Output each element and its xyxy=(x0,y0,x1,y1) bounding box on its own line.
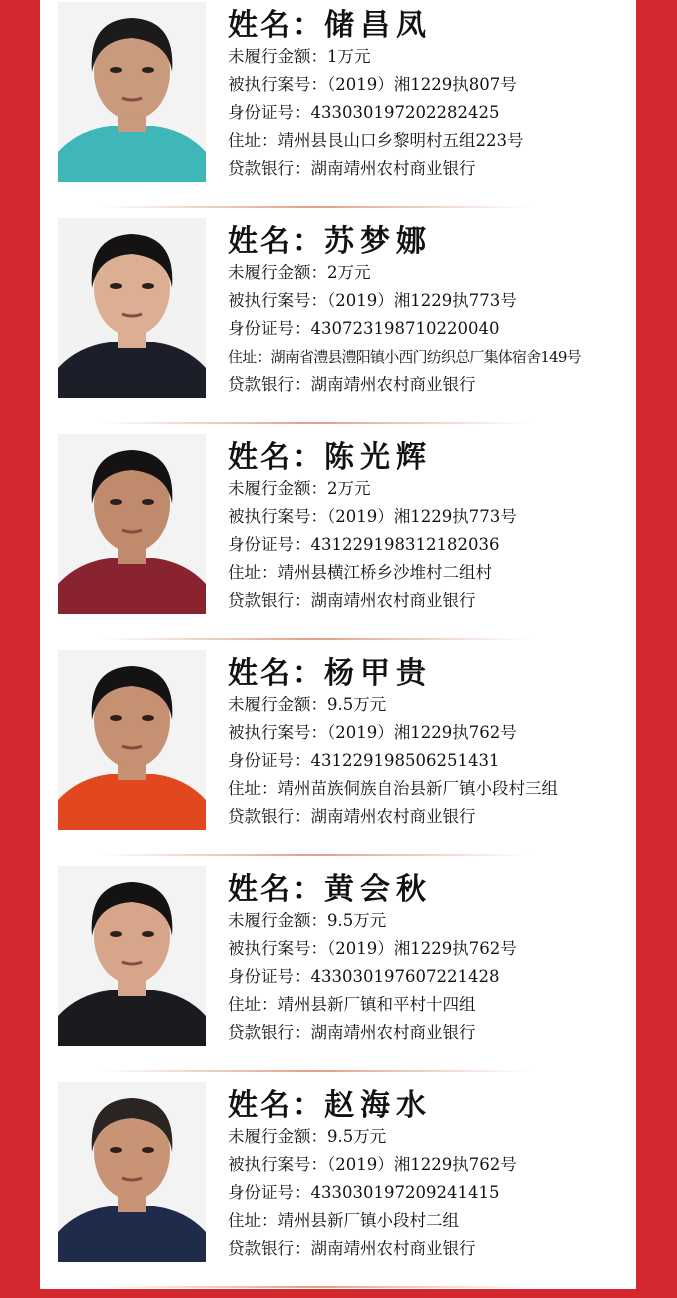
bank-value: 湖南靖州农村商业银行 xyxy=(310,375,476,394)
case-label: 被执行案号： xyxy=(228,291,327,310)
portrait-illustration xyxy=(58,650,206,830)
address-row xyxy=(228,130,524,152)
person-name xyxy=(228,870,432,910)
amount-row xyxy=(228,910,386,932)
address-value: 靖州县艮山口乡黎明村五组223号 xyxy=(277,131,524,150)
amount-value: 2万元 xyxy=(327,263,371,282)
portrait-illustration xyxy=(58,866,206,1046)
amount-row xyxy=(228,478,371,500)
case-label: 被执行案号： xyxy=(228,939,327,958)
address-value: 靖州县新厂镇小段村二组 xyxy=(277,1211,459,1230)
address-value: 靖州县新厂镇和平村十四组 xyxy=(277,995,476,1014)
bank-label: 贷款银行： xyxy=(228,1239,311,1258)
notice-page xyxy=(40,0,636,1289)
person-photo xyxy=(58,866,206,1046)
section-divider xyxy=(100,1070,530,1072)
amount-label: 未履行金额： xyxy=(228,1127,327,1146)
name-value: 陈光辉 xyxy=(324,440,432,475)
person-photo xyxy=(58,434,206,614)
id-value: 433030197202282425 xyxy=(310,103,500,122)
bank-row xyxy=(228,1022,476,1044)
id-value: 431229198506251431 xyxy=(310,751,500,770)
name-label: 姓名： xyxy=(228,224,324,259)
case-value: （2019）湘1229执773号 xyxy=(327,507,517,526)
id-label: 身份证号： xyxy=(228,967,311,986)
name-value: 黄会秋 xyxy=(324,872,432,907)
id-row xyxy=(228,750,499,772)
name-value: 储昌凤 xyxy=(324,8,432,43)
amount-label: 未履行金额： xyxy=(228,263,327,282)
address-row xyxy=(228,994,476,1016)
case-value: （2019）湘1229执762号 xyxy=(327,1155,517,1174)
bank-label: 贷款银行： xyxy=(228,375,311,394)
section-divider xyxy=(100,206,530,208)
bank-value: 湖南靖州农村商业银行 xyxy=(310,159,476,178)
person-entry xyxy=(40,218,636,434)
section-divider xyxy=(100,422,530,424)
case-row xyxy=(228,74,517,96)
section-divider xyxy=(100,1286,530,1288)
amount-row xyxy=(228,46,371,68)
address-row xyxy=(228,346,581,368)
amount-value: 9.5万元 xyxy=(327,1127,387,1146)
person-entry xyxy=(40,434,636,650)
id-value: 430723198710220040 xyxy=(310,319,500,338)
address-row xyxy=(228,1210,459,1232)
amount-value: 1万元 xyxy=(327,47,371,66)
name-label: 姓名： xyxy=(228,1088,324,1123)
id-label: 身份证号： xyxy=(228,751,311,770)
bank-row xyxy=(228,374,476,396)
case-row xyxy=(228,1154,517,1176)
amount-value: 2万元 xyxy=(327,479,371,498)
address-value: 靖州苗族侗族自治县新厂镇小段村三组 xyxy=(277,779,558,798)
person-name xyxy=(228,1086,432,1126)
address-row xyxy=(228,562,492,584)
bank-value: 湖南靖州农村商业银行 xyxy=(310,1239,476,1258)
case-row xyxy=(228,722,517,744)
portrait-illustration xyxy=(58,1082,206,1262)
person-name xyxy=(228,222,432,262)
address-value: 靖州县横江桥乡沙堆村二组村 xyxy=(277,563,492,582)
id-value: 433030197209241415 xyxy=(310,1183,500,1202)
address-label: 住址： xyxy=(228,995,278,1014)
portrait-illustration xyxy=(58,2,206,182)
person-photo xyxy=(58,218,206,398)
id-row xyxy=(228,966,499,988)
amount-label: 未履行金额： xyxy=(228,911,327,930)
person-photo xyxy=(58,2,206,182)
amount-label: 未履行金额： xyxy=(228,479,327,498)
bank-row xyxy=(228,590,476,612)
person-name xyxy=(228,6,432,46)
id-value: 431229198312182036 xyxy=(310,535,500,554)
section-divider xyxy=(100,638,530,640)
name-label: 姓名： xyxy=(228,8,324,43)
address-label: 住址： xyxy=(228,348,271,366)
case-row xyxy=(228,290,517,312)
portrait-illustration xyxy=(58,434,206,614)
person-photo xyxy=(58,650,206,830)
id-label: 身份证号： xyxy=(228,319,311,338)
name-value: 杨甲贵 xyxy=(324,656,432,691)
case-value: （2019）湘1229执773号 xyxy=(327,291,517,310)
bank-row xyxy=(228,158,476,180)
person-entry xyxy=(40,650,636,866)
person-photo xyxy=(58,1082,206,1262)
name-label: 姓名： xyxy=(228,656,324,691)
person-name xyxy=(228,438,432,478)
bank-label: 贷款银行： xyxy=(228,591,311,610)
id-label: 身份证号： xyxy=(228,1183,311,1202)
address-label: 住址： xyxy=(228,563,278,582)
case-row xyxy=(228,938,517,960)
address-label: 住址： xyxy=(228,1211,278,1230)
name-label: 姓名： xyxy=(228,872,324,907)
case-value: （2019）湘1229执807号 xyxy=(327,75,517,94)
amount-value: 9.5万元 xyxy=(327,911,387,930)
person-name xyxy=(228,654,432,694)
address-label: 住址： xyxy=(228,131,278,150)
id-value: 433030197607221428 xyxy=(310,967,500,986)
id-row xyxy=(228,534,499,556)
case-label: 被执行案号： xyxy=(228,507,327,526)
bank-row xyxy=(228,806,476,828)
amount-row xyxy=(228,262,371,284)
case-label: 被执行案号： xyxy=(228,723,327,742)
person-entry xyxy=(40,2,636,218)
case-value: （2019）湘1229执762号 xyxy=(327,939,517,958)
name-value: 苏梦娜 xyxy=(324,224,432,259)
case-label: 被执行案号： xyxy=(228,1155,327,1174)
section-divider xyxy=(100,854,530,856)
address-row xyxy=(228,778,558,800)
amount-row xyxy=(228,1126,386,1148)
id-label: 身份证号： xyxy=(228,535,311,554)
amount-label: 未履行金额： xyxy=(228,47,327,66)
amount-value: 9.5万元 xyxy=(327,695,387,714)
bank-value: 湖南靖州农村商业银行 xyxy=(310,591,476,610)
bank-value: 湖南靖州农村商业银行 xyxy=(310,1023,476,1042)
case-row xyxy=(228,506,517,528)
person-entry xyxy=(40,866,636,1082)
name-value: 赵海水 xyxy=(324,1088,432,1123)
id-label: 身份证号： xyxy=(228,103,311,122)
address-value: 湖南省澧县澧阳镇小西门纺织总厂集体宿舍149号 xyxy=(270,348,581,366)
id-row xyxy=(228,1182,499,1204)
portrait-illustration xyxy=(58,218,206,398)
bank-label: 贷款银行： xyxy=(228,159,311,178)
person-entry xyxy=(40,1082,636,1298)
id-row xyxy=(228,102,499,124)
amount-row xyxy=(228,694,386,716)
bank-value: 湖南靖州农村商业银行 xyxy=(310,807,476,826)
case-label: 被执行案号： xyxy=(228,75,327,94)
bank-label: 贷款银行： xyxy=(228,1023,311,1042)
id-row xyxy=(228,318,499,340)
amount-label: 未履行金额： xyxy=(228,695,327,714)
bank-label: 贷款银行： xyxy=(228,807,311,826)
name-label: 姓名： xyxy=(228,440,324,475)
address-label: 住址： xyxy=(228,779,278,798)
bank-row xyxy=(228,1238,476,1260)
case-value: （2019）湘1229执762号 xyxy=(327,723,517,742)
